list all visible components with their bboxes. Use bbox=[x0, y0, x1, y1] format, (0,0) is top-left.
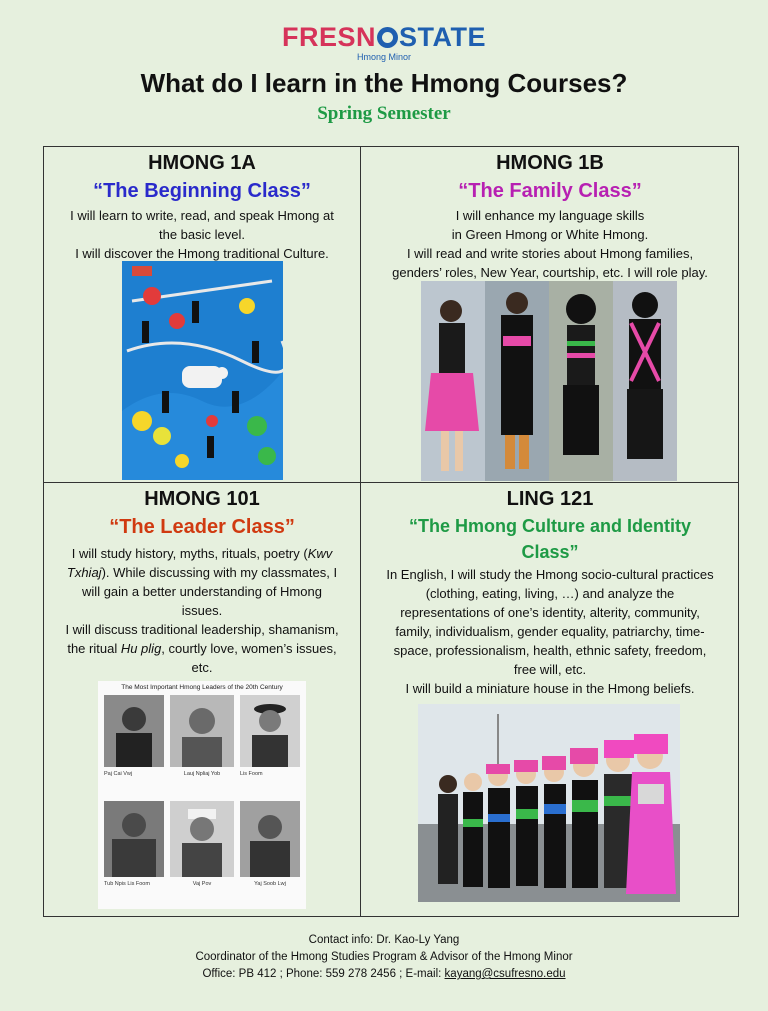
traditional-clothing-image bbox=[421, 281, 677, 481]
desc-line: family, individualism, gender equality, patriarchy, time- bbox=[395, 624, 705, 639]
leader-portrait bbox=[240, 695, 300, 767]
desc-line: the ritual Hu plig, courtly love, women’s issues, bbox=[67, 641, 337, 656]
course-name-line: “The Hmong Culture and Identity bbox=[409, 516, 691, 536]
course-cell-hmong-101 bbox=[43, 486, 361, 677]
hmong-women-image bbox=[418, 704, 680, 902]
desc-line: I will read and write stories about Hmong families, bbox=[406, 246, 694, 261]
leader-caption: Lauj Npliaj Yob bbox=[183, 771, 221, 777]
course-name bbox=[361, 513, 739, 565]
contact-footer bbox=[0, 932, 768, 983]
office-line bbox=[0, 966, 768, 983]
course-code: HMONG 1A bbox=[148, 152, 256, 174]
course-name: “The Leader Class” bbox=[109, 516, 295, 538]
desc-line: the basic level. bbox=[159, 227, 245, 242]
logo-fresno-text: FRESN bbox=[281, 22, 376, 52]
coordinator-line: Coordinator of the Hmong Studies Program & Advisor of the Hmong Minor bbox=[195, 951, 573, 963]
desc-line: will gain a better understanding of Hmong bbox=[82, 584, 322, 599]
course-cell-hmong-1a bbox=[43, 150, 361, 263]
leader-caption: Tub Npis Lis Foom bbox=[104, 881, 150, 887]
desc-line: I will discover the Hmong traditional Culture. bbox=[75, 246, 329, 261]
course-description bbox=[43, 544, 361, 677]
desc-line: I will discuss traditional leadership, shamanism, bbox=[65, 622, 339, 637]
desc-line: genders’ roles, New Year, courtship, etc. I will role play. bbox=[392, 265, 708, 280]
course-name-line: Class” bbox=[521, 542, 579, 562]
leaders-panel-title: The Most Important Hmong Leaders of the 20th Century bbox=[121, 684, 283, 691]
leader-caption: Yaj Soob Lwj bbox=[254, 881, 286, 887]
email-link[interactable]: kayang@csufresno.edu bbox=[444, 968, 566, 980]
leader-portrait bbox=[170, 801, 234, 877]
contact-line: Contact info: Dr. Kao-Ly Yang bbox=[308, 934, 460, 946]
leader-caption: Lis Foom bbox=[240, 771, 263, 777]
course-name: “The Beginning Class” bbox=[93, 180, 311, 202]
story-cloth-image bbox=[122, 261, 283, 480]
course-code: HMONG 101 bbox=[144, 488, 260, 510]
desc-line: I will enhance my language skills bbox=[455, 208, 645, 223]
office-phone-text: Office: PB 412 ; Phone: 559 278 2456 ; E-mail: bbox=[202, 968, 445, 980]
desc-line: I will study history, myths, rituals, poetry (Kwv bbox=[71, 546, 333, 561]
desc-line: in Green Hmong or White Hmong. bbox=[451, 227, 649, 242]
course-description bbox=[361, 206, 739, 282]
leaders-panel-image bbox=[98, 681, 306, 909]
logo-o-icon bbox=[377, 27, 398, 48]
leader-portrait bbox=[104, 801, 164, 877]
course-name: “The Family Class” bbox=[458, 180, 642, 202]
course-code: HMONG 1B bbox=[496, 152, 604, 174]
desc-line: Txhiaj). While discussing with my classmates, I bbox=[66, 565, 338, 580]
leader-portrait bbox=[170, 695, 234, 767]
leader-caption: Vaj Pov bbox=[192, 881, 212, 887]
desc-line: issues. bbox=[181, 603, 223, 618]
course-description bbox=[361, 565, 739, 698]
logo-subtitle: Hmong Minor bbox=[356, 52, 412, 62]
course-code: LING 121 bbox=[506, 488, 594, 510]
fresno-state-logo bbox=[0, 22, 768, 52]
desc-line: (clothing, eating, living, …) and analyze the bbox=[425, 586, 675, 601]
desc-line: space, professionalism, health, ethnic safety, freedom, bbox=[393, 643, 707, 658]
course-cell-ling-121 bbox=[361, 486, 739, 698]
semester-label: Spring Semester bbox=[317, 103, 451, 124]
desc-line: In English, I will study the Hmong socio-cultural practices bbox=[386, 567, 714, 582]
course-description bbox=[43, 206, 361, 263]
desc-line: etc. bbox=[191, 660, 213, 675]
leader-portrait bbox=[240, 801, 300, 877]
leader-caption: Paj Cai Vwj bbox=[104, 771, 133, 777]
grid-divider-horizontal bbox=[43, 482, 739, 483]
desc-line: representations of one’s identity, alterity, community, bbox=[400, 605, 700, 620]
desc-line: free will, etc. bbox=[513, 662, 587, 677]
logo-state-text: STATE bbox=[399, 22, 486, 52]
course-cell-hmong-1b bbox=[361, 150, 739, 282]
desc-line: I will build a miniature house in the Hmong beliefs. bbox=[405, 681, 695, 696]
leader-portrait bbox=[104, 695, 164, 767]
desc-line: I will learn to write, read, and speak Hmong at bbox=[70, 208, 334, 223]
page-title: What do I learn in the Hmong Courses? bbox=[140, 68, 628, 98]
